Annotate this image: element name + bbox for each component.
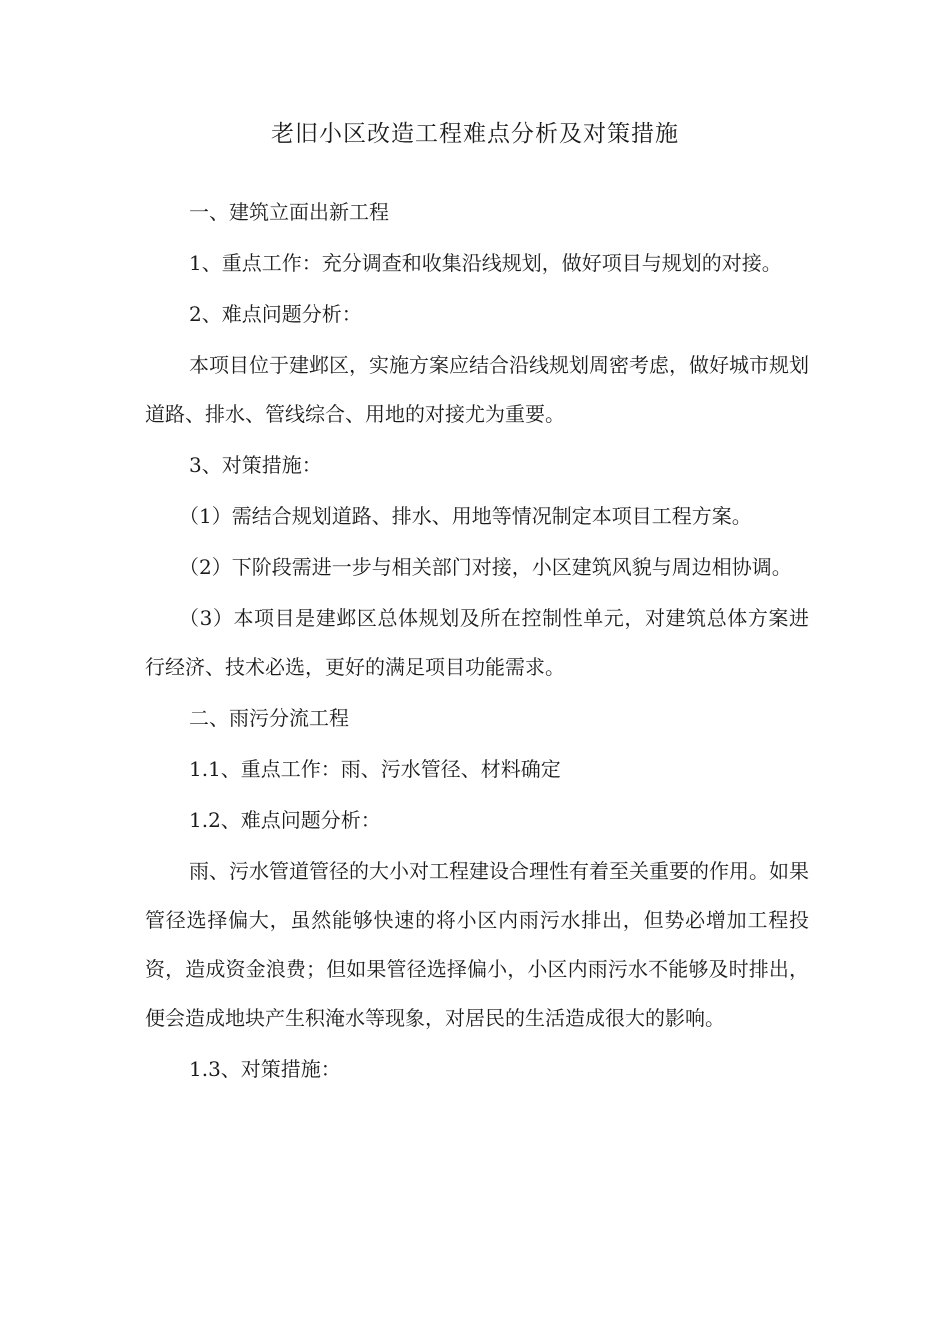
paragraph-drainage-difficulty-body: 雨、污水管道管径的大小对工程建设合理性有着至关重要的作用。如果管径选择偏大，虽然能够快速的将小区内雨污水排出，但势必增加工程投资，造成资金浪费；但如果管径选择偏小，小区内雨污水不能够及时排出，便会造成地块产生积淹水等现象，对居民的生活造成很大的影响。 [145,859,809,1030]
paragraph-measure-1: （1）需结合规划道路、排水、用地等情况制定本项目工程方案。 [179,504,752,528]
paragraph-drainage-measures-heading: 1.3、对策措施： [189,1057,341,1081]
document-title: 老旧小区改造工程难点分析及对策措施 [271,121,679,147]
paragraph-measure-2: （2）下阶段需进一步与相关部门对接，小区建筑风貌与周边相协调。 [179,555,792,579]
paragraph-measures-heading: 3、对策措施： [189,453,322,477]
paragraph-key-work: 1、重点工作：充分调查和收集沿线规划，做好项目与规划的对接。 [189,251,782,275]
paragraph-drainage-difficulty-heading: 1.2、难点问题分析： [189,808,381,832]
paragraph-drainage-key-work: 1.1、重点工作：雨、污水管径、材料确定 [189,757,561,781]
paragraph-measure-3: （3）本项目是建邺区总体规划及所在控制性单元，对建筑总体方案进行经济、技术必选，更好的满足项目功能需求。 [145,606,809,679]
section-heading-facade: 一、建筑立面出新工程 [189,200,389,224]
paragraph-difficulty-heading: 2、难点问题分析： [189,302,362,326]
section-heading-drainage: 二、雨污分流工程 [189,706,349,730]
document-body [145,188,809,1096]
paragraph-difficulty-body: 本项目位于建邺区，实施方案应结合沿线规划周密考虑，做好城市规划道路、排水、管线综合、用地的对接尤为重要。 [145,353,809,426]
